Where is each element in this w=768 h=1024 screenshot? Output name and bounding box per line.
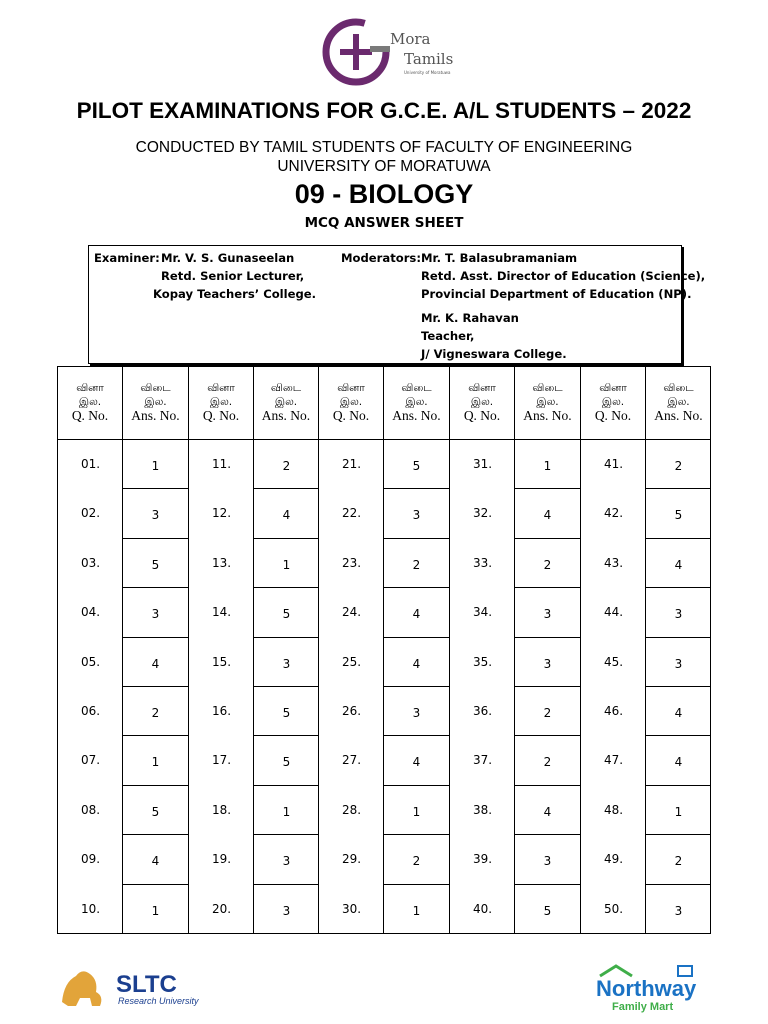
- answer-cell-border: [384, 686, 450, 687]
- header-tamil-2: இல.: [536, 396, 559, 408]
- question-number: 31.: [472, 457, 493, 471]
- question-number: 39.: [472, 852, 493, 867]
- header-english: Q. No.: [202, 408, 240, 423]
- question-number: 34.: [472, 605, 493, 620]
- answer-number: 5: [282, 755, 291, 770]
- answer-number: 2: [543, 706, 552, 720]
- answer-cell-border: [646, 735, 711, 736]
- header-ans-no: [515, 367, 581, 439]
- northway-name: Northway: [596, 976, 697, 1001]
- answer-number: 4: [674, 706, 683, 720]
- answer-cell-border: [646, 587, 711, 588]
- answer-cell-border: [515, 488, 581, 489]
- question-number: 03.: [80, 555, 101, 570]
- answer-number: 4: [412, 755, 421, 770]
- answer-number: 4: [151, 854, 160, 869]
- examiner-label: Examiner:: [94, 251, 160, 265]
- question-number: 38.: [472, 802, 493, 817]
- answer-cell-border: [123, 538, 189, 539]
- answer-number: 5: [151, 557, 160, 572]
- answer-cell-border: [384, 587, 450, 588]
- moderator-1-line: Provincial Department of Education (NP).: [421, 287, 692, 301]
- answer-number: 3: [151, 607, 160, 622]
- question-number: 26.: [341, 704, 362, 718]
- question-number: 35.: [472, 654, 493, 669]
- question-number: 18.: [211, 802, 232, 817]
- answer-cell-border: [384, 488, 450, 489]
- moderator-2-line: Mr. K. Rahavan: [421, 311, 519, 325]
- question-number: 42.: [603, 506, 624, 521]
- answer-cell-border: [646, 637, 711, 638]
- answer-cell-border: [646, 785, 711, 786]
- header-english: Q. No.: [332, 408, 370, 423]
- conducted-line-1: CONDUCTED BY TAMIL STUDENTS OF FACULTY OF ENGINEERING: [135, 139, 633, 156]
- question-number: 21.: [341, 457, 362, 471]
- header-q-no: [581, 367, 646, 439]
- answer-cell-border: [646, 488, 711, 489]
- examiner-name: Mr. V. S. Gunaseelan: [161, 251, 295, 265]
- answer-cell-border: [515, 834, 581, 835]
- answer-number: 3: [543, 854, 552, 869]
- logo-text-line1: Mora: [390, 30, 431, 48]
- answer-cell-border: [515, 686, 581, 687]
- question-number: 16.: [211, 704, 232, 718]
- answer-number: 2: [674, 459, 683, 473]
- sheet-title: MCQ ANSWER SHEET: [304, 215, 464, 231]
- answer-number: 3: [151, 508, 160, 523]
- answer-cell-border: [646, 834, 711, 835]
- moderator-2: [421, 309, 567, 363]
- northway-logo: [594, 962, 710, 1014]
- question-number: 08.: [80, 802, 101, 817]
- moderator-2-line: Teacher,: [421, 329, 475, 343]
- header-tamil-2: இல.: [274, 396, 298, 408]
- answer-cell-border: [254, 785, 319, 786]
- answer-number: 3: [282, 656, 291, 671]
- question-number: 29.: [341, 852, 362, 867]
- question-number: 01.: [80, 457, 101, 471]
- answer-cell-border: [254, 735, 319, 736]
- answer-cell-border: [254, 538, 319, 539]
- question-number: 23.: [341, 555, 362, 570]
- question-number: 15.: [211, 654, 232, 669]
- header-tamil-2: இல.: [144, 396, 167, 408]
- answer-number: 4: [282, 508, 291, 523]
- header-ans-no: [254, 367, 319, 439]
- answer-number: 5: [282, 607, 291, 622]
- header-english: Q. No.: [594, 408, 632, 423]
- answer-cell-border: [515, 735, 581, 736]
- answer-cell-border: [123, 834, 189, 835]
- answer-cell-border: [515, 587, 581, 588]
- answer-number: 3: [282, 903, 291, 918]
- answer-number: 3: [674, 607, 683, 622]
- header-tamil-2: இல.: [601, 396, 625, 408]
- header-tamil-1: வினா: [337, 382, 365, 394]
- exam-title: PILOT EXAMINATIONS FOR G.C.E. A/L STUDENTS – 2022: [76, 98, 692, 123]
- header-tamil-1: வினா: [599, 382, 627, 394]
- header-tamil-1: விடை: [140, 382, 171, 394]
- answer-number: 1: [151, 903, 160, 918]
- question-number: 22.: [341, 506, 362, 521]
- answer-cell-border: [515, 538, 581, 539]
- question-number: 09.: [80, 852, 101, 867]
- header-separator: [58, 439, 710, 440]
- answer-number: 1: [151, 755, 160, 770]
- header-english: Ans. No.: [392, 408, 441, 423]
- subject-title: 09 - BIOLOGY: [294, 179, 474, 209]
- answer-number: 4: [674, 557, 683, 572]
- answer-cell-border: [254, 884, 319, 885]
- answer-number: 3: [282, 854, 291, 869]
- moderator-1-line: Mr. T. Balasubramaniam: [421, 251, 578, 265]
- answer-number: 1: [543, 459, 552, 473]
- answer-number: 4: [543, 804, 552, 819]
- answer-cell-border: [123, 735, 189, 736]
- answer-number: 2: [412, 854, 421, 869]
- question-number: 41.: [603, 457, 624, 471]
- question-number: 19.: [211, 852, 232, 867]
- answer-number: 3: [543, 607, 552, 622]
- answer-cell-border: [515, 785, 581, 786]
- answer-number: 1: [282, 804, 291, 819]
- header-tamil-1: விடை: [532, 382, 563, 394]
- answer-number: 1: [412, 804, 421, 819]
- sltc-name: SLTC: [116, 971, 177, 998]
- answer-cell-border: [384, 884, 450, 885]
- answer-number: 3: [674, 903, 683, 918]
- header-q-no: [58, 367, 123, 439]
- question-number: 12.: [211, 506, 232, 521]
- header-english: Ans. No.: [131, 408, 180, 423]
- question-number: 02.: [80, 506, 101, 521]
- question-number: 44.: [603, 605, 624, 620]
- examiner-title: Retd. Senior Lecturer,: [161, 269, 305, 283]
- answer-number: 3: [543, 656, 552, 671]
- question-number: 33.: [472, 555, 493, 570]
- header-tamil-2: இல.: [339, 396, 363, 408]
- answer-cell-border: [123, 686, 189, 687]
- answer-cell-border: [646, 884, 711, 885]
- question-number: 46.: [603, 704, 624, 718]
- question-number: 43.: [603, 555, 624, 570]
- header-q-no: [450, 367, 515, 439]
- question-number: 07.: [80, 753, 101, 768]
- question-number: 04.: [80, 605, 101, 620]
- answer-cell-border: [123, 785, 189, 786]
- answer-number: 4: [412, 607, 421, 622]
- answer-number: 1: [151, 459, 160, 473]
- question-number: 24.: [341, 605, 362, 620]
- answer-table: [57, 366, 711, 934]
- question-number: 05.: [80, 654, 101, 669]
- header-ans-no: [646, 367, 711, 439]
- answer-cell-border: [254, 834, 319, 835]
- answer-cell-border: [254, 587, 319, 588]
- mora-tamils-logo: [318, 12, 478, 92]
- answer-number: 5: [412, 459, 421, 473]
- answer-number: 2: [151, 706, 160, 720]
- answer-number: 4: [543, 508, 552, 523]
- question-number: 27.: [341, 753, 362, 768]
- answer-number: 1: [412, 903, 421, 918]
- moderator-1: [421, 249, 705, 303]
- question-number: 13.: [211, 555, 232, 570]
- question-number: 50.: [603, 901, 624, 916]
- header-q-no: [319, 367, 384, 439]
- answer-cell-border: [515, 884, 581, 885]
- answer-number: 3: [412, 508, 421, 523]
- header-tamil-2: இல.: [667, 396, 690, 408]
- answer-number: 2: [282, 459, 291, 473]
- logo-text-line2: Tamils: [404, 50, 454, 68]
- answer-cell-border: [254, 637, 319, 638]
- header-tamil-1: வினா: [207, 382, 235, 394]
- sltc-logo: [58, 962, 203, 1010]
- header-english: Q. No.: [463, 408, 501, 423]
- header-english: Ans. No.: [523, 408, 572, 423]
- moderator-2-line: J/ Vigneswara College.: [421, 347, 567, 361]
- sltc-subtext: Research University: [118, 996, 199, 1006]
- answer-number: 5: [543, 903, 552, 918]
- answer-number: 4: [151, 656, 160, 671]
- logo-subtext: University of Moratuwa: [404, 70, 451, 75]
- conducted-line-2: UNIVERSITY OF MORATUWA: [277, 158, 491, 175]
- answer-cell-border: [123, 587, 189, 588]
- moderator-1-line: Retd. Asst. Director of Education (Science),: [421, 269, 706, 283]
- question-number: 32.: [472, 506, 493, 521]
- header-tamil-2: இல.: [470, 396, 494, 408]
- question-number: 10.: [80, 901, 101, 916]
- answer-cell-border: [384, 834, 450, 835]
- answer-number: 5: [674, 508, 683, 523]
- answer-number: 1: [674, 804, 683, 819]
- answer-number: 2: [543, 557, 552, 572]
- question-number: 36.: [472, 704, 493, 718]
- header-tamil-2: இல.: [405, 396, 428, 408]
- answer-number: 2: [674, 854, 683, 869]
- answer-cell-border: [123, 884, 189, 885]
- answer-cell-border: [515, 637, 581, 638]
- answer-number: 2: [543, 755, 552, 770]
- question-number: 45.: [603, 654, 624, 669]
- answer-cell-border: [123, 637, 189, 638]
- question-number: 25.: [341, 654, 362, 669]
- header-tamil-1: விடை: [270, 382, 302, 394]
- question-number: 17.: [211, 753, 232, 768]
- answer-number: 1: [282, 557, 291, 572]
- answer-cell-border: [384, 785, 450, 786]
- answer-cell-border: [254, 488, 319, 489]
- header-ans-no: [384, 367, 450, 439]
- question-number: 14.: [211, 605, 232, 620]
- answer-cell-border: [384, 637, 450, 638]
- header-tamil-1: விடை: [663, 382, 694, 394]
- moderators-label: Moderators:: [341, 251, 421, 265]
- answer-cell-border: [254, 686, 319, 687]
- header-ans-no: [123, 367, 189, 439]
- header-q-no: [189, 367, 254, 439]
- answer-cell-border: [646, 686, 711, 687]
- answer-cell-border: [384, 735, 450, 736]
- answer-number: 3: [674, 656, 683, 671]
- header-tamil-1: வினா: [468, 382, 496, 394]
- header-english: Ans. No.: [261, 408, 311, 423]
- question-number: 30.: [341, 901, 362, 916]
- header-english: Ans. No.: [654, 408, 703, 423]
- question-number: 06.: [80, 704, 101, 718]
- question-number: 28.: [341, 802, 362, 817]
- question-number: 40.: [472, 901, 493, 916]
- answer-number: 2: [412, 557, 421, 572]
- question-number: 49.: [603, 852, 624, 867]
- header-english: Q. No.: [71, 408, 109, 423]
- answer-number: 5: [151, 804, 160, 819]
- answer-cell-border: [646, 538, 711, 539]
- header-tamil-2: இல.: [78, 396, 102, 408]
- question-number: 20.: [211, 901, 232, 916]
- question-number: 47.: [603, 753, 624, 768]
- answer-cell-border: [123, 488, 189, 489]
- header-tamil-1: விடை: [401, 382, 432, 394]
- question-number: 11.: [211, 457, 232, 471]
- conducted-by: [0, 138, 768, 176]
- header-tamil-2: இல.: [209, 396, 233, 408]
- answer-number: 4: [674, 755, 683, 770]
- header-tamil-1: வினா: [76, 382, 104, 394]
- answer-number: 5: [282, 706, 291, 720]
- answer-number: 4: [412, 656, 421, 671]
- northway-subtext: Family Mart: [612, 1001, 674, 1013]
- question-number: 48.: [603, 802, 624, 817]
- question-number: 37.: [472, 753, 493, 768]
- answer-number: 3: [412, 706, 421, 720]
- examiner-box: [88, 245, 706, 364]
- examiner-org: Kopay Teachers’ College.: [153, 287, 317, 301]
- answer-cell-border: [384, 538, 450, 539]
